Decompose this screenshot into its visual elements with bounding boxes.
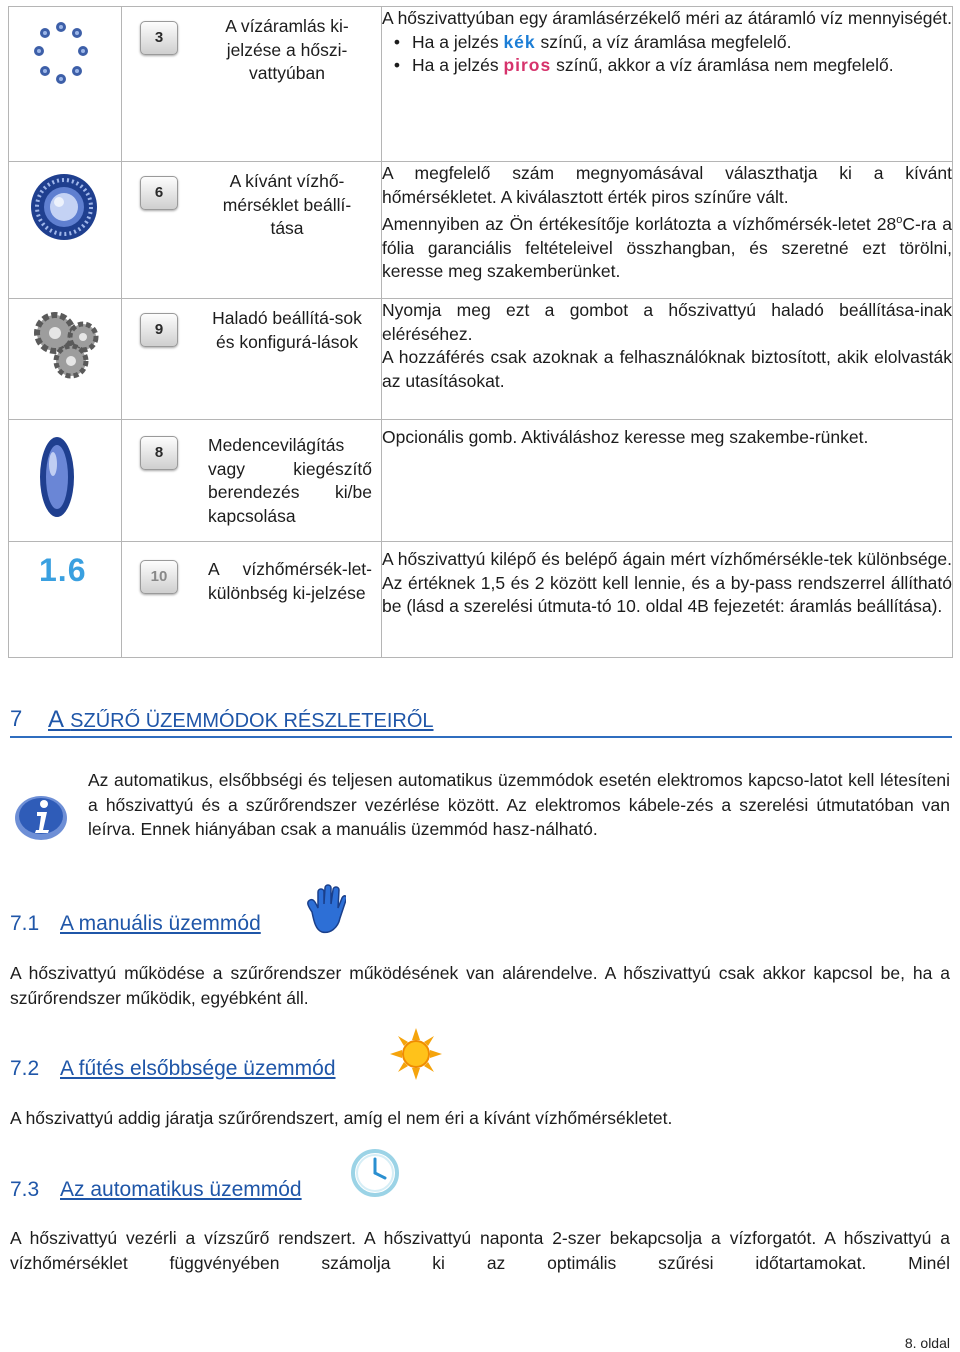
- flow-indicator-icon: [31, 19, 91, 89]
- label-cell: [122, 299, 382, 420]
- description-cell: [382, 542, 953, 658]
- subsection-heading: 7.3 Az automatikus üzemmód: [10, 1178, 302, 1201]
- info-icon: [12, 790, 70, 842]
- icon-cell: [9, 7, 122, 162]
- list-item: • Ha a jelzés kék színű, a víz áramlása megfelelő.: [393, 31, 792, 52]
- feature-table: [8, 6, 953, 658]
- label-cell: [122, 420, 382, 542]
- section-heading: [10, 702, 952, 738]
- row-description: A megfelelő szám megnyomásával választhatja ki a kívánt hőmérsékletet. A kiválasztott érték piros színűre vált.: [382, 163, 952, 207]
- pool-light-icon: [37, 434, 77, 520]
- key-button: 8: [140, 436, 178, 470]
- piros-word: piros: [503, 55, 552, 75]
- key-button: 10: [140, 560, 178, 594]
- row-description: A hőszivattyúban egy áramlásérzékelő méri az átáramló víz mennyiségét.: [382, 8, 952, 28]
- subsection-text: A hőszivattyú addig járatja szűrőrendszert, amíg el nem éri a kívánt vízhőmérsékletet.: [10, 1108, 673, 1128]
- icon-cell: [9, 299, 122, 420]
- hand-icon: [302, 884, 346, 936]
- page-number: 8. oldal: [904, 1335, 950, 1351]
- label-cell: [122, 7, 382, 162]
- row-description: A hozzáférés csak azoknak a felhasználóknak biztosított, akik elolvasták az utasításokat.: [382, 347, 952, 391]
- sun-icon: [390, 1028, 442, 1080]
- icon-cell: [9, 542, 122, 658]
- table-row: [9, 542, 953, 658]
- description-cell: [382, 7, 953, 162]
- temperature-dial-icon: [29, 172, 99, 242]
- subsection-heading: 7.1 A manuális üzemmód: [10, 912, 261, 935]
- icon-cell: [9, 162, 122, 299]
- table-row: [9, 162, 953, 299]
- row-description: Nyomja meg ezt a gombot a hőszivattyú haladó beállítása-inak eléréséhez.: [382, 300, 952, 344]
- icon-cell: [9, 420, 122, 542]
- section-number: 7: [10, 706, 23, 731]
- row-description: Opcionális gomb. Aktiváláshoz keresse meg szakembe-rünket.: [382, 427, 869, 447]
- description-cell: [382, 299, 953, 420]
- gears-icon: [31, 311, 107, 381]
- row-label: A vízhőmérsék-let-különbség ki-jelzése: [208, 559, 372, 603]
- description-cell: [382, 162, 953, 299]
- key-button: 6: [140, 176, 178, 210]
- row-label: Haladó beállítá-sok és konfigurá-lások: [212, 308, 362, 352]
- delta-temperature-display: 1.6: [39, 552, 87, 588]
- table-row: [9, 420, 953, 542]
- section-title: A SZŰRŐ ÜZEMMÓDOK RÉSZLETEIRŐL: [48, 706, 434, 733]
- info-paragraph: Az automatikus, elsőbbségi és teljesen automatikus üzemmódok esetén elektromos kapcso-latot kell létesíteni a hőszivattyú és a szűrőrendszer vezérlése között. Az elektromos kábele-zés a szerelési útmutatóban van leírva. Ennek hiányában csak a manuális üzemmód hasz-nálható.: [88, 770, 950, 839]
- label-cell: [122, 542, 382, 658]
- label-cell: [122, 162, 382, 299]
- subsection-heading: 7.2 A fűtés elsőbbsége üzemmód: [10, 1057, 336, 1080]
- subsection-text: A hőszivattyú vezérli a vízszűrő rendszert. A hőszivattyú naponta 2-szer bekapcsolja a vízforgatót. A hőszivattyú a vízhőmérséklet függvényében számolja ki az optimális szűrési időtartamokat. Minél: [10, 1228, 950, 1273]
- row-label: A vízáramlás ki-jelzése a hőszi-vattyúban: [225, 16, 349, 83]
- kek-word: kék: [503, 31, 536, 52]
- table-row: [9, 299, 953, 420]
- description-cell: [382, 420, 953, 542]
- row-label: A kívánt vízhő-mérséklet beállí-tása: [222, 171, 352, 238]
- subsection-text: A hőszivattyú működése a szűrőrendszer működésének van alárendelve. A hőszivattyú csak akkor kapcsol be, ha a szűrőrendszer működik, egyébként áll.: [10, 963, 950, 1008]
- list-item: • Ha a jelzés piros színű, akkor a víz áramlása nem megfelelő.: [393, 55, 894, 75]
- row-description: A hőszivattyú kilépő és belépő ágain mért vízhőmérsékle-tek különbsége. Az értéknek 1,5 és 2 között kell lennie, és a by-pass rendszerrel állítható be (lásd a szerelési útmuta-tó 10. oldal 4B fejezetét: áramlás beállítása).: [382, 549, 952, 616]
- table-row: [9, 7, 953, 162]
- row-description: Amennyiben az Ön értékesítője korlátozta a vízhőmérsék-letet 28$^o$C-ra a fólia garanciális feltételeivel összhangban, és szeretné ezt törölni, keresse meg szakemberünket.: [382, 214, 952, 281]
- row-label: Medencevilágítás vagy kiegészítő berendezés ki/be kapcsolása: [208, 435, 372, 526]
- clock-icon: [350, 1148, 400, 1198]
- key-button: 9: [140, 313, 178, 347]
- key-button: 3: [140, 21, 178, 55]
